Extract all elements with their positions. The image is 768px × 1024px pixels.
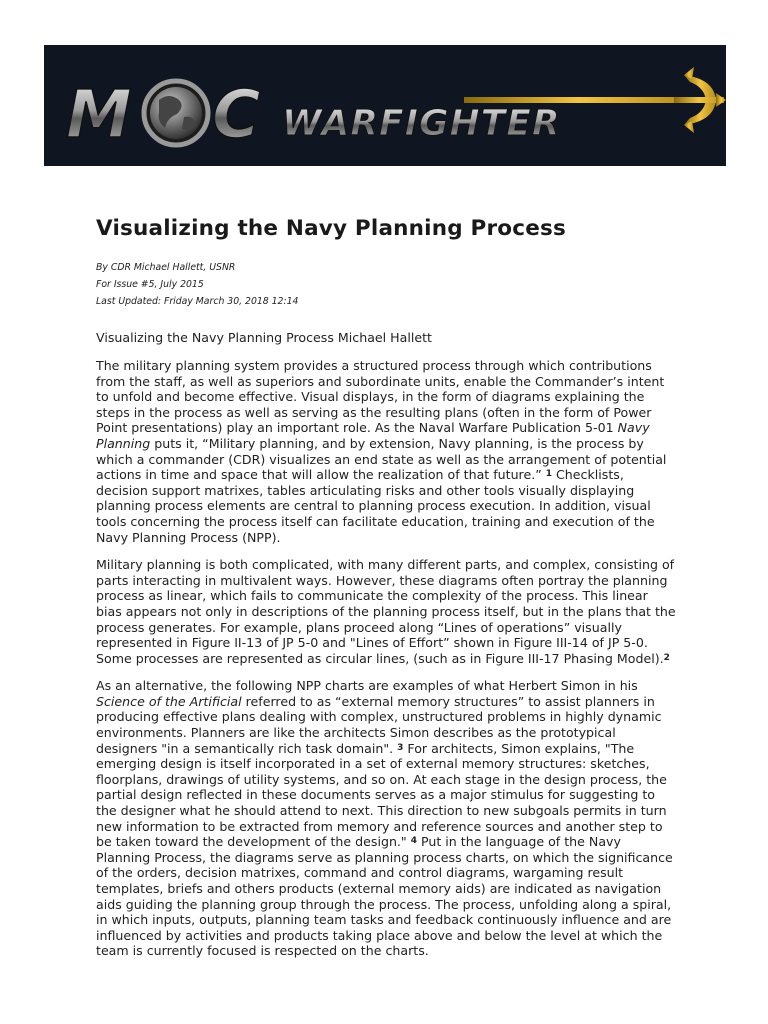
footnote-ref-2: 2	[663, 652, 670, 663]
paragraph-2: Military planning is both complicated, with many different parts, and complex, consisting of parts interacting in multivalent ways. However, these diagrams often portray the planning process as linear, which fails to communicate the complexity of the process. This linear bias appears not only in descriptions of the planning process itself, but in the plans that the process generates. For example, plans proceed along “Lines of operations” visually represented in Figure II-13 of JP 5-0 and "Lines of Effort” shown in Figure III-14 of JP 5-0. Some processes are represented as circular lines, (such as in Figure III-17 Phasing Model).$^2$	[96, 557, 676, 666]
article-lead: Visualizing the Navy Planning Process Michael Hallett	[96, 330, 432, 345]
logo-letter-c: C	[212, 76, 261, 153]
byline: By CDR Michael Hallett, USNR	[96, 262, 236, 273]
issue-info: For Issue #5, July 2015	[96, 279, 204, 290]
footnote-ref-3: 3	[397, 742, 404, 753]
header-banner	[44, 45, 726, 166]
paragraph-3: As an alternative, the following NPP charts are examples of what Herbert Simon in his Science of the Artificial referred to as “external memory structures” to assist planners in producing effective plans dealing with complex, unstructured problems in highly dynamic environments. Planners are like the architects Simon describes as the prototypical designers "in a semantically rich task domain". $^3$ For architects, Simon explains, "The emerging design is itself incorporated in a set of external memory structures: sketches, floorplans, drawings of utility systems, and so on. At each stage in the design process, the partial design reflected in these documents serves as a major stimulus for suggesting to the designer what he should attend to next. This direction to new subgoals permits in turn new information to be extracted from memory and reference sources and another step to be taken toward the development of the design." $^4$ Put in the language of the Navy Planning Process, the diagrams serve as planning process charts, on which the significance of the orders, decision matrixes, command and control diagrams, wargaming result templates, briefs and others products (external memory aids) are indicated as navigation aids guiding the planning group through the process. The process, unfolding along a spiral, in which inputs, outputs, planning team tasks and feedback continuously influence and are influenced by activities and products taking place above and below the level at which the team is currently focused is respected on the charts.	[96, 678, 673, 959]
article-title: Visualizing the Navy Planning Process	[96, 216, 566, 241]
moc-warfighter-logo	[44, 45, 726, 166]
globe-icon	[144, 81, 208, 145]
footnote-ref-1: 1	[545, 469, 553, 480]
footnote-ref-4: 4	[410, 836, 417, 847]
last-updated: Last Updated: Friday March 30, 2018 12:14	[96, 296, 299, 307]
paragraph-1: The military planning system provides a structured process through which contributions from the staff, as well as superiors and subordinate units, enable the Commander’s intent to unfold and become effective. Visual displays, in the form of diagrams explaining the steps in the process as well as serving as the resulting plans (often in the form of Power Point presentations) play an important role. As the Naval Warfare Publication 5-01 Navy Planning puts it, “Military planning, and by extension, Navy planning, is the process by which a commander (CDR) visualizes an end state as well as the arrangement of potential actions in time and space that will allow the realization of that future.” $^1$ Checklists, decision support matrixes, tables articulating risks and other tools visually displaying planning process elements are central to planning process execution. In addition, visual tools concerning the process itself can facilitate education, training and execution of the Navy Planning Process (NPP).	[96, 358, 667, 545]
logo-subtitle: WARFIGHTER	[282, 103, 561, 144]
article	[96, 216, 676, 971]
logo-letter-m: M	[66, 76, 132, 153]
